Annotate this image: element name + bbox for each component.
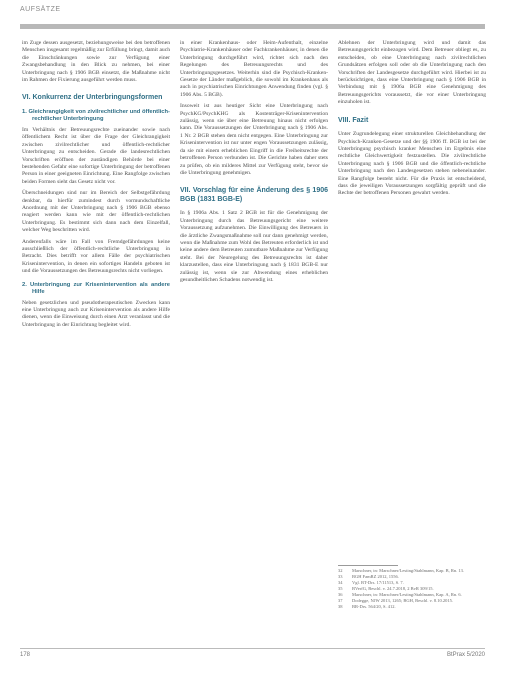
header-rule xyxy=(20,24,485,29)
paragraph: Unter Zugrundelegung einer strukturellen Gleichbehandlung der Psychisch-Kranken-Gesetze und der §§ 1906 ff. BGB ist bei der Unterbringung psychisch kranker Menschen im Ergebnis eine rechtliche Gleichwertigkeit festzustellen. Die zivilrechtliche Unterbringung nach § 1906 BGB und die öffentlich-rechtliche Unterbringung nach den Landesgesetzen stehen nebeneinander. Eine Rangfolge besteht nicht. Für die Praxis ist entscheidend, dass die jeweiligen Voraussetzungen sorgfältig geprüft und die Rechte der betroffenen Personen gewahrt werden. xyxy=(338,131,486,197)
paragraph: Insoweit ist aus heutiger Sicht eine Unterbringung nach PsychKG/PsychKHG als Kostenträger-Krisenintervention zulässig, wenn sie über eine Betreuung hinaus nicht erfolgen kann. Die Voraussetzungen der Unterbringung nach § 1906 Abs. 1 Nr. 2 BGB stehen dem nicht entgegen. Eine Unterbringung zur Krisenintervention ist nur unter engen Voraussetzungen zulässig, da sie mit einem erheblichen Eingriff in die Freiheitsrechte der betroffenen Person verbunden ist. Die Gerichte haben daher stets zu prüfen, ob ein milderes Mittel zur Verfügung steht, bevor sie die Unterbringung genehmigen. xyxy=(180,103,328,176)
subsection-heading: 2. Unterbringung zur Krisenintervention als andere Hilfe xyxy=(22,281,170,295)
journal-issue: BtPrax 5/2020 xyxy=(446,652,485,658)
paragraph: In § 1906a Abs. 1 Satz 2 BGB ist für die Genehmigung der Unterbringung durch das Betreuungsgericht eine weitere Voraussetzung aufzunehmen. Die Einwilligung des Betreuers in die ärztliche Zwangsmaßnahme soll nur dann genehmigt werden, wenn die Maßnahme zum Wohl des Betreuten erforderlich ist und keine andere dem Betreuten zumutbare Maßnahme zur Verfügung steht. Bei der Neuregelung des Betreuungsrechts ist daher klarzustellen, dass eine Unterbringung nach § 1831 BGB-E nur zulässig ist, wenn sie zur Abwendung eines erheblichen gesundheitlichen Schadens notwendig ist. xyxy=(180,210,328,283)
footnote: 32 Marschner, in: Marschner/Lesting/Stahlmann, Kap. B, Rn. 13. xyxy=(338,568,465,573)
paragraph: in einer Krankenhaus- oder Heim-Aufenthalt, einzelne Psychiatrie-Krankenhäuser oder Fachkrankenhäuser, in denen die Unterbringung durchgeführt wird, richtet sich nach den Regelungen des Betreuungsrechts und des Unterbringungsgesetzes. Weiterhin sind die Psychisch-Kranken-Gesetze der Länder maßgeblich, die sowohl im Krankenhaus als auch in psychiatrischen Einrichtungen Anwendung finden (vgl. § 1906 Abs. 5 BGB). xyxy=(180,40,328,98)
paragraph: Ablehnen der Unterbringung wird und damit das Betreuungsgericht einbezogen wird. Dem Betreuer obliegt es, zu entscheiden, ob eine Unterbringung nach zivilrechtlichen Grundsätzen erfolgen soll oder ob die Unterbringung nach den Vorschriften der Landesgesetze durchgeführt wird. Hierbei ist zu berücksichtigen, dass eine Unterbringung nach § 1906 BGB in Verbindung mit § 1906a BGB eine Genehmigung des Betreuungsgerichts voraussetzt, die vor einer Unterbringung einzuholen ist. xyxy=(338,40,486,106)
paragraph: Anderenfalls wäre im Fall von Fremdgefährdungen keine ausschließlich der öffentlich-rechtliche Unterbringung in Betracht. Dies betrifft vor allem Fälle der psychiatrischen Krisenintervention, in denen ein sofortiges Handeln geboten ist und die Voraussetzungen des Betreuungsrechts nicht vorliegen. xyxy=(22,238,170,275)
footnote: 35 BVerfG, Beschl. v. 24.7.2018, 2 BvR 309/15. xyxy=(338,586,434,591)
page-number: 178 xyxy=(20,652,31,658)
footnote: 38 BR-Drs. 564/20, S. 412. xyxy=(338,604,396,609)
subsection-heading: 1. Gleichrangigkeit von zivilrechtlicher und öffentlich-rechtlicher Unterbringung xyxy=(22,108,170,122)
section-heading-vii: VII. Vorschlag für eine Änderung des § 1906 BGB (1831 BGB-E) xyxy=(180,187,328,203)
paragraph: im Zuge dessen ausgesetzt, beziehungsweise bei den betroffenen Menschen insgesamt regelmäßig zur Erfüllung bringt, damit auch die Einschränkungen sowie zur Verfügung einer Zwangsbehandlung in den Blick zu nehmen, bei einer Unterbringung nach § 1906 BGB einsetzt, die Maßnahme nicht im Rahmen der Fixierung ausgeführt werden muss. xyxy=(22,40,170,84)
footnotes xyxy=(338,568,486,610)
footnote: 36 Marschner, in: Marschner/Lesting/Stahlmann, Kap. A, Rn. 6. xyxy=(338,592,462,597)
footnote: 37 Dodegge, NJW 2013, 1265; BGH, Beschl. v. 8.10.2015. xyxy=(338,598,453,603)
footer-rule xyxy=(20,648,485,649)
column-2 xyxy=(180,40,328,288)
running-head: AUFSÄTZE xyxy=(20,6,61,13)
section-heading-viii: VIII. Fazit xyxy=(338,116,369,124)
column-3 xyxy=(338,40,486,202)
paragraph: Neben gesetzlichen und pseudotherapeutischen Zwecken kann eine Unterbringung auch zur Krisenintervention als andere Hilfe dienen, wenn die Einweisung durch einen Arzt veranlasst und die Unterbringung in der Einrichtung begleitet wird. xyxy=(22,299,170,328)
footnote: 33 BGH FamRZ 2012, 1556. xyxy=(338,574,399,579)
footnote-rule xyxy=(338,565,398,566)
column-1 xyxy=(22,40,170,333)
paragraph: Im Verhältnis der Betreuungsrechte zueinander sowie nach öffentlichem Recht ist über die Frage der Gleichrangigkeit zwischen zivilrechtlicher und öffentlich-rechtlicher Unterbringung zu entscheiden. Gerade die landesrechtlichen Vorschriften eröffnen der zuständigen Behörde bei einer bestehenden Gefahr eine sofortige Unterbringung der betroffenen Person in einer geeigneten Einrichtung. Eine Rangfolge zwischen beiden Formen sieht das Gesetz nicht vor. xyxy=(22,126,170,185)
section-heading-vi: VI. Konkurrenz der Unterbringungsformen xyxy=(22,94,163,102)
footnote: 34 Vgl. BT-Drs. 17/11513, S. 7. xyxy=(338,580,404,585)
paragraph: Überschneidungen sind nur im Bereich der Selbstgefährdung denkbar, da hierfür zumindest durch vormundschaftliche Anordnung mit der Unterbringung nach § 1906 BGB ebenso reagiert werden kann wie mit der öffentlich-rechtlichen Unterbringung. Es bestimmt sich dann nach dem Einzelfall, welcher Weg beschritten wird. xyxy=(22,190,170,234)
